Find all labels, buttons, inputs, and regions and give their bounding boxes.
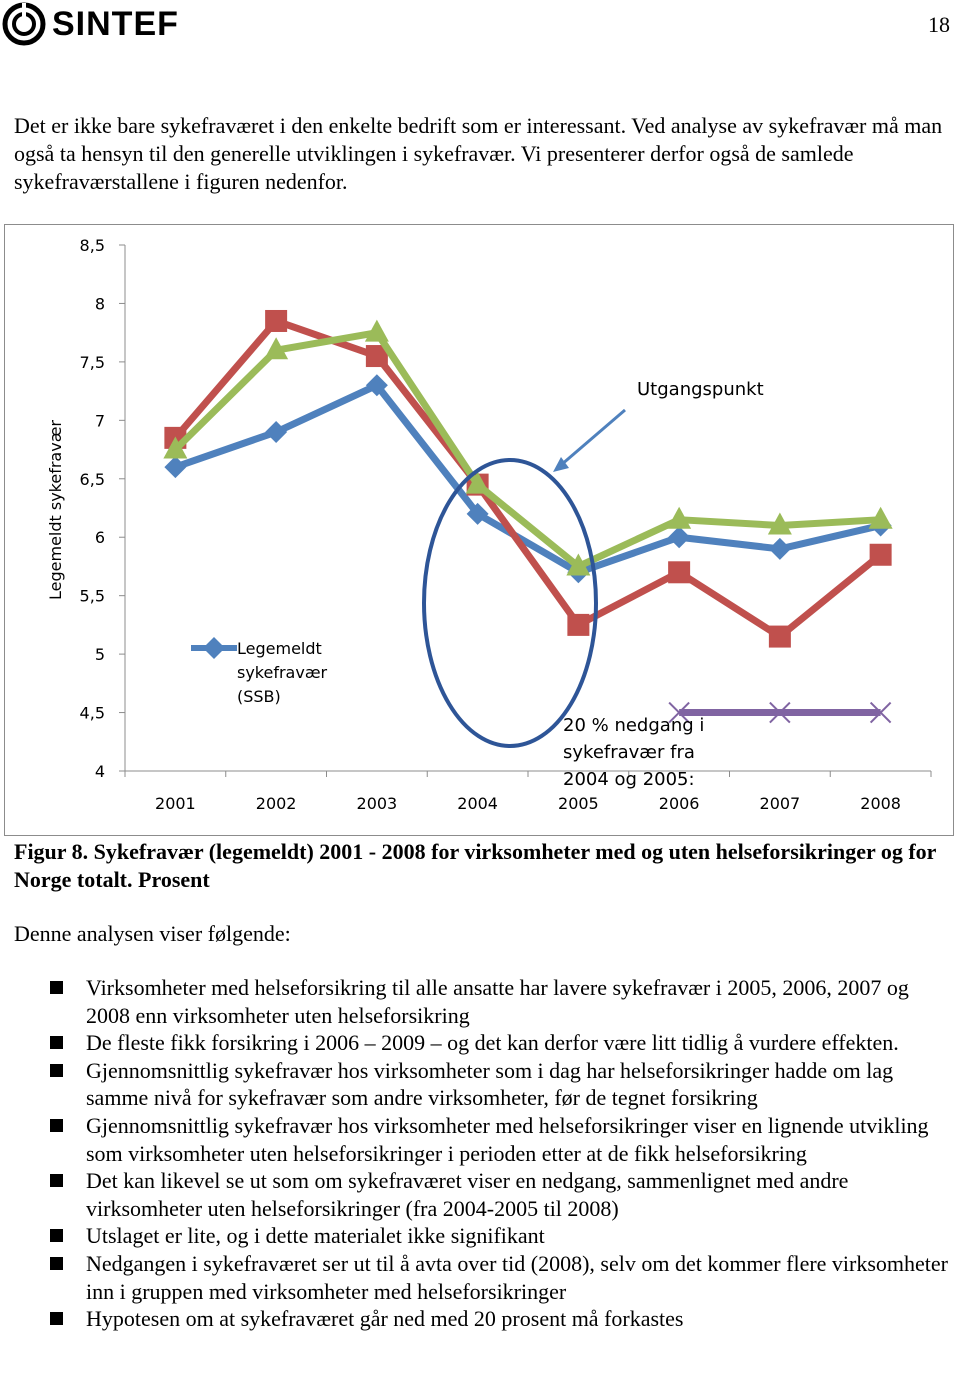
sintef-logo — [2, 2, 179, 46]
finding-text: De fleste fikk forsikring i 2006 – 2009 – og det kan derfor være litt tidlig å vurdere effekten. — [86, 1030, 899, 1056]
figure-caption: Figur 8. Sykefravær (legemeldt) 2001 - 2008 for virksomheter med og uten helseforsikringer og for Norge totalt. Prosent — [14, 839, 937, 892]
chart-frame — [4, 224, 954, 836]
data-point-square — [567, 614, 589, 636]
y-tick-label: 8 — [94, 294, 105, 314]
finding-text: Gjennomsnittlig sykefravær hos virksomheter med helseforsikringer viser en lignende utvikling som virksomheter uten helseforsikringer i perioden etter at de fikk helseforsikring — [86, 1112, 929, 1166]
x-tick-label: 2004 — [457, 794, 498, 813]
sintef-ring-logo-icon — [2, 2, 46, 46]
start-point-label: Utgangspunkt — [637, 379, 764, 400]
bullet-square-icon — [50, 1036, 63, 1049]
y-tick-label: 5 — [94, 645, 105, 665]
findings-list — [50, 974, 956, 1333]
x-tick-label: 2007 — [759, 794, 801, 813]
decline-annotation-line: 20 % nedgang i — [563, 715, 705, 736]
x-tick-label: 2008 — [860, 794, 901, 813]
bullet-square-icon — [50, 1064, 63, 1077]
x-tick-label: 2002 — [255, 794, 297, 813]
finding-item — [50, 1222, 956, 1250]
analysis-lead: Denne analysen viser følgende: — [14, 921, 291, 946]
y-tick-label: 6,5 — [79, 469, 105, 489]
bullet-square-icon — [50, 1119, 63, 1132]
y-tick-label: 8,5 — [79, 236, 105, 255]
data-point-square — [668, 561, 690, 583]
finding-item — [50, 1250, 956, 1305]
y-tick-label: 4 — [94, 762, 105, 781]
x-tick-label: 2001 — [155, 794, 196, 813]
finding-text: Nedgangen i sykefraværet ser ut til å avta over tid (2008), selv om det kommer flere virksomheter inn i gruppen med virksomheter med helseforsikringer — [86, 1250, 949, 1304]
bullet-square-icon — [50, 981, 63, 994]
finding-item — [50, 1029, 956, 1057]
bullet-square-icon — [50, 1174, 63, 1187]
page-number: 18 — [928, 12, 950, 37]
y-tick-label: 4,5 — [79, 703, 105, 723]
sick-leave-line-chart — [5, 225, 953, 835]
intro-paragraph: Det er ikke bare sykefraværet i den enkelte bedrift som er interessant. Ved analyse av sykefravær må man også ta hensyn til den generelle utviklingen i sykefravær. Vi presenterer derfor også de samlede sykefraværstallene i figuren nedenfor. — [14, 113, 943, 194]
series-line — [175, 321, 880, 637]
chart-legend — [191, 637, 328, 706]
y-tick-label: 7 — [94, 411, 105, 431]
bullet-square-icon — [50, 1312, 63, 1325]
finding-item — [50, 1305, 956, 1333]
data-point-diamond — [164, 456, 186, 478]
data-point-diamond — [203, 637, 225, 659]
data-point-diamond — [668, 526, 690, 548]
y-tick-label: 7,5 — [79, 352, 105, 372]
legend-label: Legemeldt — [237, 639, 322, 658]
y-tick-labels — [46, 236, 105, 781]
finding-text: Det kan likevel se ut som om sykefraværet viser en nedgang, sammenlignet med andre virksomheter uten helseforsikringer (fra 2004-2005 til 2008) — [86, 1168, 849, 1221]
finding-item — [50, 1167, 956, 1222]
data-point-diamond — [265, 421, 287, 443]
finding-item — [50, 974, 956, 1029]
start-point-arrow-line — [561, 410, 625, 465]
bullet-square-icon — [50, 1229, 63, 1242]
series-2 — [164, 310, 891, 648]
x-tick-label: 2003 — [356, 794, 398, 813]
finding-item — [50, 1112, 956, 1167]
finding-text: Utslaget er lite, og i dette materialet ikke signifikant — [86, 1223, 545, 1249]
legend-label: sykefravær — [237, 663, 328, 682]
data-point-square — [265, 310, 287, 332]
x-tick-label: 2006 — [658, 794, 700, 813]
y-tick-label: 6 — [94, 528, 105, 548]
decline-annotation-line: sykefravær fra — [563, 742, 695, 763]
data-point-diamond — [769, 538, 791, 560]
finding-text: Gjennomsnittlig sykefravær hos virksomheter som i dag har helseforsikringer hadde om lag samme nivå for sykefravær som andre virksomheter, før de tegnet forsikring — [86, 1057, 894, 1111]
legend-label: (SSB) — [237, 687, 281, 706]
page-header — [0, 0, 960, 50]
highlight-ellipse — [424, 460, 596, 746]
finding-text: Virksomheter med helseforsikring til alle ansatte har lavere sykefravær i 2005, 2006, 2007 og 2008 enn virksomheter uten helseforsikring — [86, 975, 909, 1028]
y-axis-label: Legemeldt sykefravær — [46, 420, 65, 600]
decline-annotation-line: 2004 og 2005: — [563, 769, 695, 790]
bullet-square-icon — [50, 1257, 63, 1270]
series-3 — [163, 320, 892, 576]
finding-item — [50, 1057, 956, 1112]
data-point-square — [870, 544, 892, 566]
x-tick-label: 2005 — [558, 794, 599, 813]
x-tick-labels — [155, 794, 901, 813]
finding-text: Hypotesen om at sykefraværet går ned med 20 prosent må forkastes — [86, 1306, 684, 1332]
logo-text: SINTEF — [52, 5, 179, 43]
y-tick-label: 5,5 — [79, 586, 105, 606]
data-point-square — [769, 626, 791, 648]
chart-series — [163, 310, 892, 723]
